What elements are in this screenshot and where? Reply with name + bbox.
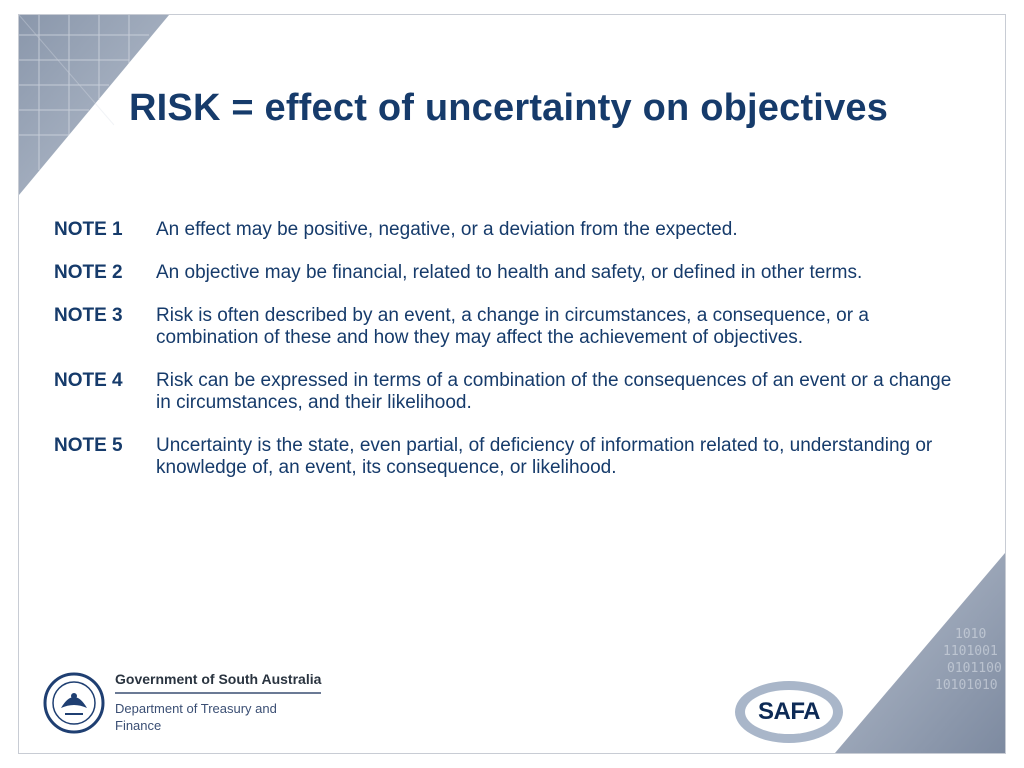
svg-text:1101001: 1101001 — [943, 644, 998, 659]
note-label: NOTE 3 — [54, 305, 123, 326]
note-label: NOTE 1 — [54, 219, 123, 240]
note-item-4 — [54, 370, 969, 414]
government-name: Government of South Australia — [115, 671, 321, 694]
note-item-1 — [54, 219, 969, 241]
note-text: Uncertainty is the state, even partial, of deficiency of information related to, understanding or knowledge of, an event, its consequence, or likelihood. — [156, 435, 933, 478]
note-text: Risk can be expressed in terms of a combination of the consequences of an event or a change in circumstances, and their likelihood. — [156, 370, 952, 413]
corner-decoration-bottom-right — [835, 553, 1005, 753]
svg-text:1010: 1010 — [955, 627, 987, 642]
government-logo — [43, 671, 321, 734]
svg-text:0101100: 0101100 — [947, 661, 1002, 676]
note-text: An objective may be financial, related to health and safety, or defined in other terms. — [156, 262, 863, 283]
note-text: An effect may be positive, negative, or a deviation from the expected. — [156, 219, 738, 240]
safa-logo — [733, 679, 845, 745]
note-item-2 — [54, 262, 969, 284]
government-text — [115, 671, 321, 734]
note-label: NOTE 5 — [54, 435, 123, 456]
state-seal-icon — [43, 672, 105, 734]
slide-title: RISK = effect of uncertainty on objectives — [129, 87, 889, 129]
note-label: NOTE 2 — [54, 262, 123, 283]
note-label: NOTE 4 — [54, 370, 123, 391]
svg-text:10101010: 10101010 — [935, 678, 998, 693]
note-item-5 — [54, 435, 969, 479]
slide — [18, 14, 1006, 754]
safa-text: SAFA — [757, 698, 820, 725]
notes-list — [54, 219, 969, 500]
note-text: Risk is often described by an event, a change in circumstances, a consequence, or a combination of these and how they may affect the achievement of objectives. — [156, 305, 869, 348]
note-item-3 — [54, 305, 969, 349]
department-name: Department of Treasury and Finance — [115, 701, 277, 733]
